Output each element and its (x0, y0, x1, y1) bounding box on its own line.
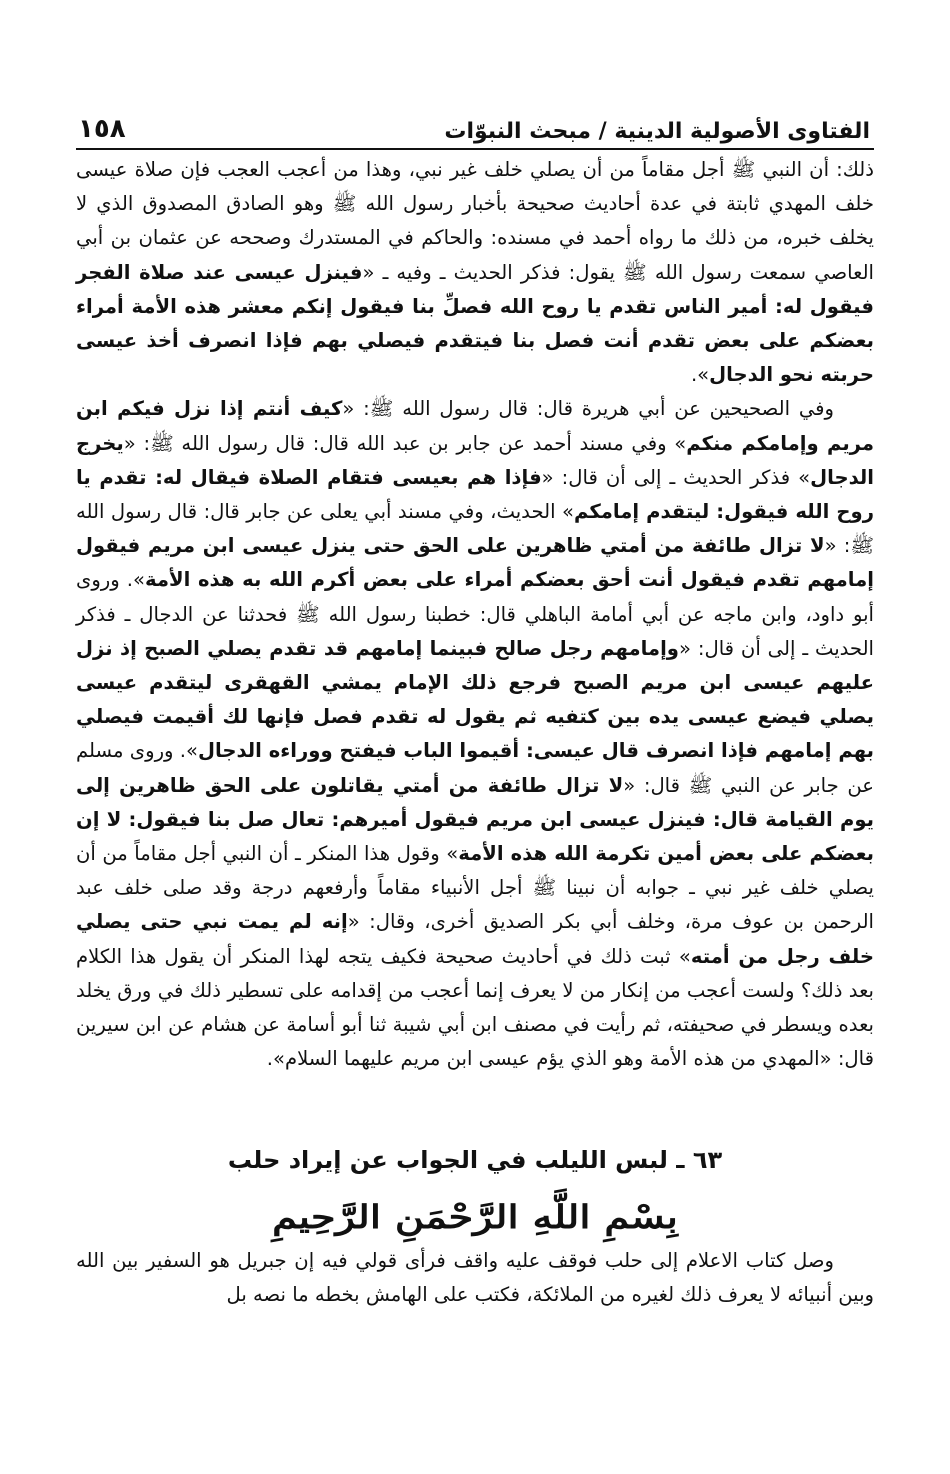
section-heading: ٦٣ ـ لبس الليلب في الجواب عن إيراد حلب (227, 1146, 723, 1174)
running-title: الفتاوى الأصولية الدينية / مبحث النبوّات (444, 119, 870, 144)
page-header (76, 104, 874, 150)
paragraph-3: وصل كتاب الاعلام إلى حلب فوقف عليه واقف فرأى قولي فيه إن جبريل هو السفير بين الله وبين أنبيائه لا يعرف ذلك لغيره من الملائكة، فكتب على الهامش بخطه ما نصه بل (76, 1249, 874, 1307)
text-run: ذلك: أن النبي ﷺ أجل مقاماً من أن يصلي خلف غير نبي، وهذا من أعجب العجب فإن صلاة عيسى خلف المهدي ثابتة في عدة أحاديث صحيحة بأخبار رسول الله ﷺ وهو الصادق المصدوق الذي لا يخلف خبره، من ذلك ما رواه أحمد في مسنده: والحاكم في المستدرك وصححه عن عثمان بن أبي العاصي سمعت رسول الله ﷺ يقول: فذكر الحديث ـ وفيه ـ « (76, 158, 875, 284)
basmala: بِسْمِ اللَّهِ الرَّحْمَنِ الرَّحِيمِ (272, 1198, 678, 1236)
text-run: وفي الصحيحين عن أبي هريرة قال: قال رسول الله ﷺ: « (342, 397, 834, 421)
text-run: » الحديث، وفي مسند أبي يعلى عن جابر قال: قال رسول الله ﷺ: « (76, 500, 874, 558)
main-text (76, 153, 874, 1076)
hadith-quote: كيف أنتم إذا نزل فيكم ابن مريم وإمامكم منكم (76, 397, 874, 455)
hadith-quote: فينزل عيسى عند صلاة الفجر فيقول له: أمير الناس تقدم يا روح الله فصلِّ بنا فيقول إنكم معشر هذه الأمة أمراء بعضكم على بعض تقدم أنت فصل بنا فيتقدم فيصلي بهم فإذا انصرف أخذ عيسى حربته نحو الدجال (76, 260, 874, 387)
hadith-quote: إنه لم يمت نبي حتى يصلي خلف رجل من أمته (76, 910, 874, 968)
text-run: » وفي مسند أحمد عن جابر بن عبد الله قال: قال رسول الله ﷺ: « (123, 431, 687, 455)
hadith-quote: وإمامهم رجل صالح فبينما إمامهم قد تقدم يصلي الصبح إذ نزل عليهم عيسى ابن مريم الصبح فرجع ذلك الإمام يمشي القهقرى ليتقدم عيسى يصلي فيضع عيسى يده بين كتفيه ثم يقول له تقدم فصل فإنها لك أقيمت فيصلي بهم إمامهم فإذا انصرف قال عيسى: أقيموا الباب فيفتح ووراءه الدجال (76, 636, 874, 763)
text-run: » فذكر الحديث ـ إلى أن قال: « (541, 465, 811, 489)
paragraph-2 (76, 392, 874, 1076)
text-run: ». (690, 363, 710, 387)
hadith-quote: لا تزال طائفة من أمتي ظاهرين على الحق حتى ينزل عيسى ابن مريم فيقول إمامهم تقدم فيقول أنت أحق بعضكم أمراء على بعض أكرم الله به هذه الأمة (76, 534, 874, 592)
text-run: » ثبت ذلك في أحاديث صحيحة فكيف يتجه لهذا المنكر أن يقول هذا الكلام بعد ذلك؟ ولست أعجب من إنكار من لا يعرف إنما أعجب من إقدامه على تسطير ذلك في ورق يخلد بعده ويسطر في صحيفته، ثم رأيت في مصنف ابن أبي شيبة ثنا أبو أسامة عن هشام عن ابن سيرين قال: «المهدي من هذه الأمة وهو الذي يؤم عيسى ابن مريم عليهما السلام». (76, 944, 874, 1071)
text-run: ». وروى أبو داود، وابن ماجه عن أبي أمامة الباهلي قال: خطبنا رسول الله ﷺ فحدثنا عن الدجال ـ فذكر الحديث ـ إلى أن قال: « (76, 568, 874, 660)
paragraph-1 (76, 153, 874, 392)
text-run: » وقول هذا المنكر ـ أن النبي أجل مقاماً من أن يصلي خلف غير نبي ـ جوابه أن نبينا ﷺ أجل الأنبياء مقاماً وأرفعهم درجة وقد صلى خلف عبد الرحمن بن عوف مرة، وخلف أبي بكر الصديق أخرى، وقال: « (76, 842, 874, 934)
text-run: ». وروى مسلم عن جابر عن النبي ﷺ قال: « (76, 739, 874, 797)
closing-text (76, 1244, 874, 1312)
hadith-quote: فإذا هم بعيسى فتقام الصلاة فيقال له: تقدم يا روح الله فيقول: ليتقدم إمامكم (76, 465, 874, 524)
page-number: ١٥٨ (78, 114, 126, 144)
hadith-quote: يخرج الدجال (76, 431, 874, 489)
hadith-quote: لا تزال طائفة من أمتي يقاتلون على الحق ظاهرين إلى يوم القيامة قال: فينزل عيسى ابن مريم فيقول أميرهم: تعال صل بنا فيقول: لا إن بعضكم على بعض أمين تكرمة الله هذه الأمة (76, 773, 874, 866)
